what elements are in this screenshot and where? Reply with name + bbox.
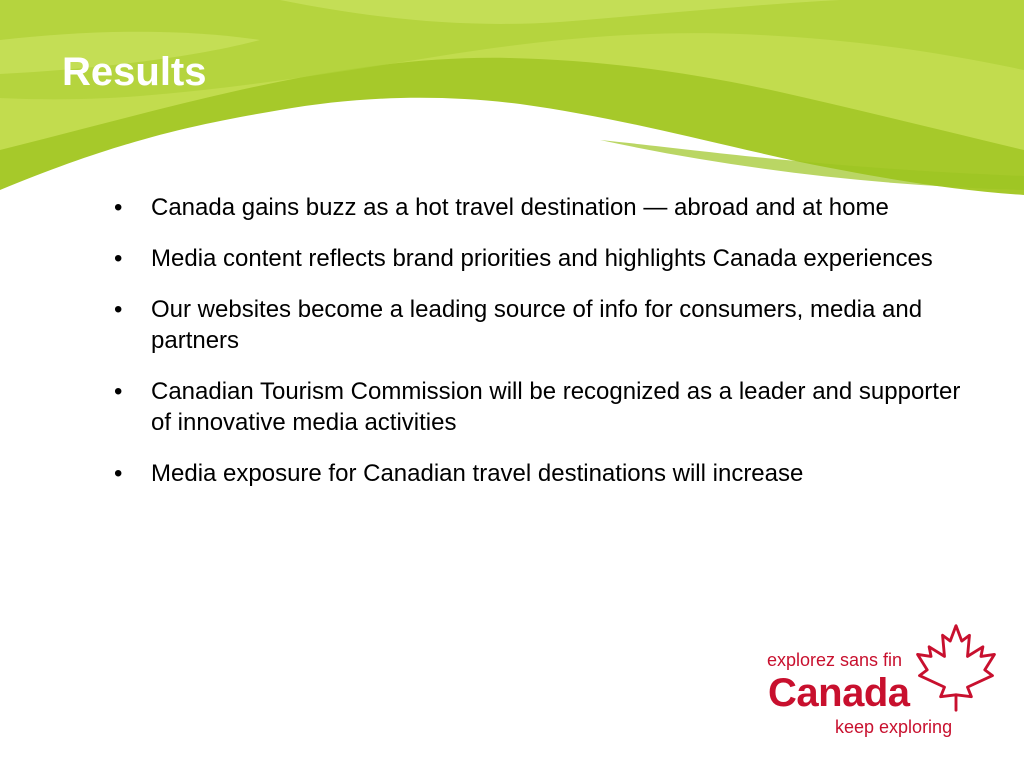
bullet-dot-icon: • bbox=[114, 194, 123, 221]
bullet-text: Canadian Tourism Commission will be recognized as a leader and supporter of innovative media activities bbox=[151, 378, 961, 436]
maple-leaf-icon bbox=[908, 618, 1004, 714]
slide-title: Results bbox=[62, 50, 207, 94]
bullet-dot-icon: • bbox=[114, 296, 123, 323]
bullet-dot-icon: • bbox=[114, 378, 123, 405]
bullet-list bbox=[112, 192, 962, 509]
header-wave-graphic bbox=[0, 0, 1024, 200]
bullet-text: Media exposure for Canadian travel destinations will increase bbox=[151, 460, 804, 487]
bullet-item bbox=[112, 243, 962, 274]
canada-brand-logo bbox=[762, 618, 1007, 746]
bullet-item bbox=[112, 294, 962, 356]
logo-tagline-french: explorez sans fin bbox=[767, 650, 903, 670]
bullet-dot-icon: • bbox=[114, 245, 123, 272]
bullet-dot-icon: • bbox=[114, 460, 123, 487]
bullet-item bbox=[112, 376, 962, 438]
bullet-item bbox=[112, 192, 962, 223]
bullet-item bbox=[112, 458, 962, 489]
bullet-text: Media content reflects brand priorities and highlights Canada experiences bbox=[151, 245, 933, 272]
logo-tagline-english: keep exploring bbox=[835, 717, 953, 737]
bullet-text: Canada gains buzz as a hot travel destination — abroad and at home bbox=[151, 194, 889, 221]
bullet-text: Our websites become a leading source of info for consumers, media and partners bbox=[151, 296, 923, 354]
logo-wordmark: Canada bbox=[768, 671, 910, 715]
